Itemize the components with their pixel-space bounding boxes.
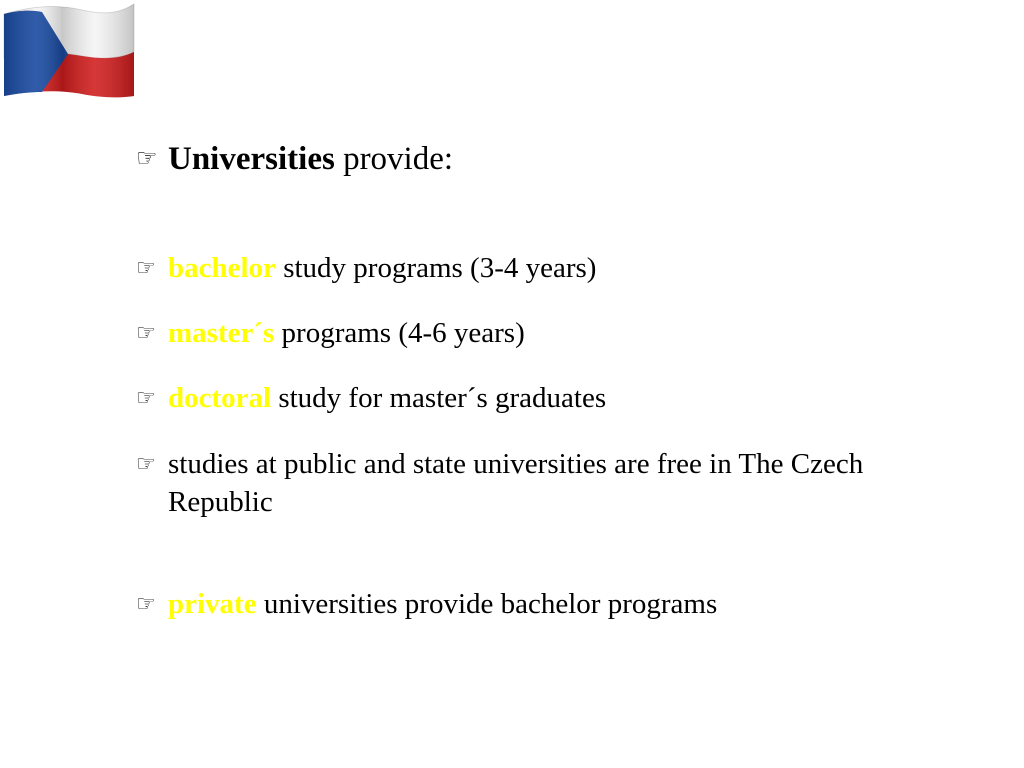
item-description: study programs (3-4 years): [275, 252, 597, 284]
pointing-hand-icon: ☞: [136, 386, 156, 411]
item-keyword: doctoral: [168, 382, 272, 414]
pointing-hand-icon: ☞: [136, 321, 156, 346]
item-keyword: private: [168, 588, 257, 620]
pointing-hand-icon: ☞: [136, 256, 156, 281]
list-item: [136, 379, 936, 418]
list-item: [136, 445, 936, 521]
pointing-hand-icon: ☞: [136, 144, 158, 172]
heading-rest-text: provide:: [334, 141, 454, 177]
list-item-text: [168, 249, 928, 287]
item-description: studies at public and state universities are free in The Czech Republic: [168, 448, 864, 518]
item-keyword: master´s: [168, 317, 275, 349]
item-description: study for master´s graduates: [271, 382, 607, 414]
pointing-hand-icon: ☞: [136, 452, 156, 477]
list-item-text: [168, 445, 928, 521]
list-item-text: [168, 379, 928, 417]
item-description: programs (4-6 years): [274, 317, 525, 349]
list-item: [136, 314, 936, 353]
slide-heading: [136, 138, 453, 179]
pointing-hand-icon: ☞: [136, 592, 156, 617]
heading-strong-text: Universities: [168, 141, 335, 177]
list-item: [136, 249, 936, 288]
item-description: universities provide bachelor programs: [256, 588, 718, 620]
list-item: [136, 585, 936, 624]
czech-flag-icon: [2, 2, 136, 98]
list-item-text: [168, 585, 928, 623]
item-keyword: bachelor: [168, 252, 276, 284]
list-item-text: [168, 314, 928, 352]
